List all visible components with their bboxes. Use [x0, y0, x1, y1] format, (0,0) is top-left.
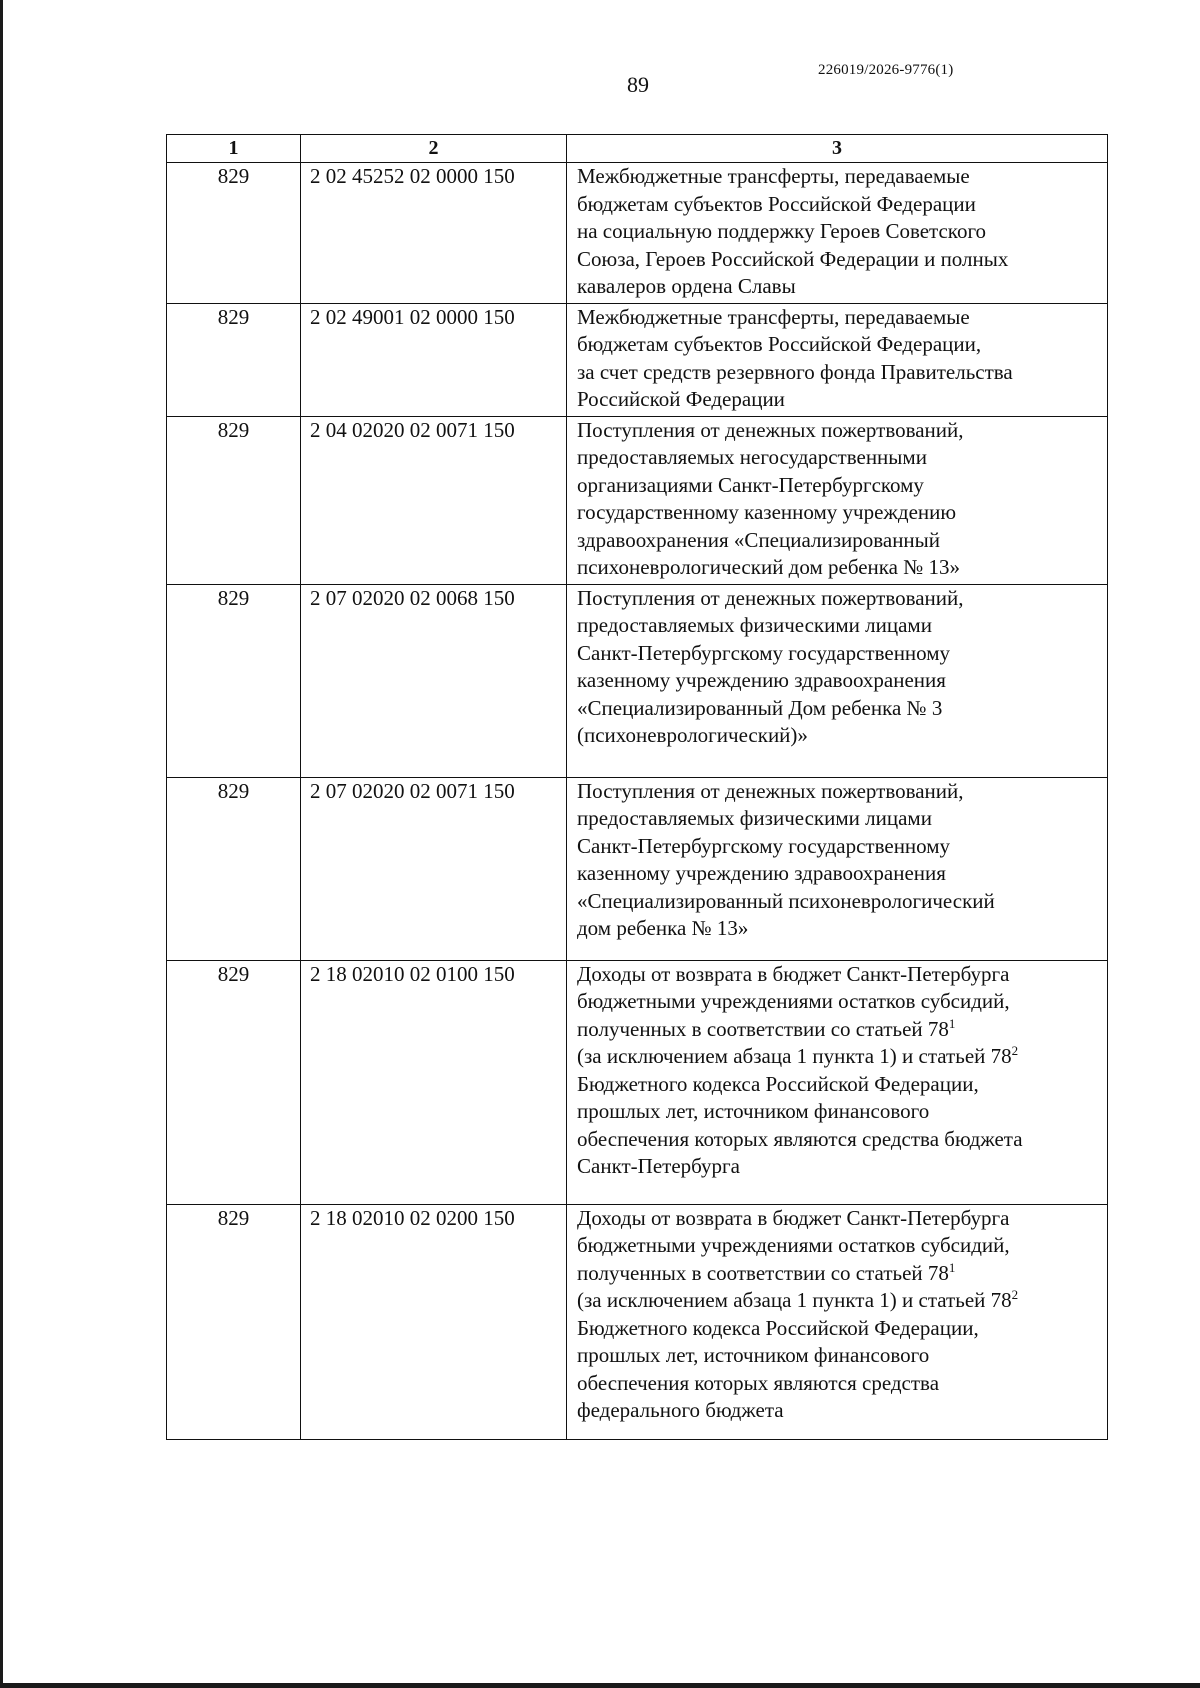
description-line: Бюджетного кодекса Российской Федерации, [577, 1315, 979, 1340]
document-number: 226019/2026-9776(1) [818, 62, 954, 78]
description-line: казенному учреждению здравоохранения [577, 861, 946, 885]
admin-code-cell: 829 [167, 960, 301, 1204]
description-line: «Специализированный психоневрологический [577, 888, 995, 913]
table-row [167, 777, 1108, 960]
description-line: на социальную поддержку Героев Советского [577, 219, 987, 243]
column-header-1: 1 [167, 135, 301, 163]
description-line-text: (за исключением абзаца 1 пункта 1) и статьей 78 [577, 1044, 1012, 1068]
kbk-code-cell: 2 02 45252 02 0000 150 [301, 163, 567, 304]
description-line-text: (за исключением абзаца 1 пункта 1) и статьей 78 [577, 1288, 1012, 1312]
description-line: прошлых лет, источником финансового [577, 1343, 930, 1367]
description-line: государственному казенному учреждению [577, 500, 957, 524]
description-line: обеспечения которых являются средства бюджета [577, 1126, 1023, 1151]
description-line: Доходы от возврата в бюджет Санкт-Петербурга [577, 1205, 1010, 1230]
superscript-footnote: 1 [948, 1015, 956, 1031]
table-row [167, 303, 1108, 416]
table-row [167, 584, 1108, 777]
description-line: Санкт-Петербургскому государственному [577, 640, 951, 665]
superscript-footnote: 2 [1011, 1287, 1019, 1302]
description-line: казенному учреждению здравоохранения [577, 668, 946, 692]
admin-code-cell: 829 [167, 777, 301, 960]
admin-code-cell: 829 [167, 416, 301, 584]
page-number: 89 [627, 72, 649, 97]
description-line [577, 1287, 1101, 1315]
kbk-code-cell: 2 07 02020 02 0071 150 [301, 777, 567, 960]
description-line: психоневрологический дом ребенка № 13» [577, 555, 961, 579]
description-line: Поступления от денежных пожертвований, [577, 778, 964, 803]
superscript-footnote: 1 [948, 1259, 956, 1275]
table-row [167, 1204, 1108, 1439]
description-line: Доходы от возврата в бюджет Санкт-Петербурга [577, 961, 1010, 986]
kbk-code-cell: 2 18 02010 02 0100 150 [301, 960, 567, 1204]
revenue-codes-table [166, 134, 1108, 1440]
description-line: Санкт-Петербурга [577, 1154, 740, 1178]
description-line [577, 1043, 1101, 1071]
kbk-code-cell: 2 07 02020 02 0068 150 [301, 584, 567, 777]
description-line: Бюджетного кодекса Российской Федерации, [577, 1071, 979, 1096]
description-cell [567, 416, 1108, 584]
description-line: Поступления от денежных пожертвований, [577, 585, 964, 610]
description-line: прошлых лет, источником финансового [577, 1099, 930, 1123]
description-line: Межбюджетные трансферты, передаваемые [577, 164, 970, 188]
table-row [167, 416, 1108, 584]
kbk-code-cell: 2 18 02010 02 0200 150 [301, 1204, 567, 1439]
description-line: бюджетными учреждениями остатков субсидий, [577, 989, 1010, 1013]
description-line: Межбюджетные трансферты, передаваемые [577, 304, 970, 329]
description-line-text: полученных в соответствии со статьей 78 [577, 1016, 949, 1041]
description-cell [567, 163, 1108, 304]
table-header-row [167, 135, 1108, 163]
description-line: федерального бюджета [577, 1398, 784, 1422]
description-line: бюджетными учреждениями остатков субсидий, [577, 1233, 1010, 1257]
description-line: Поступления от денежных пожертвований, [577, 417, 964, 442]
description-line: за счет средств резервного фонда Правительства [577, 359, 1013, 384]
admin-code-cell: 829 [167, 303, 301, 416]
description-line: Союза, Героев Российской Федерации и полных [577, 246, 1009, 271]
description-line [577, 1260, 1101, 1288]
kbk-code-cell: 2 02 49001 02 0000 150 [301, 303, 567, 416]
admin-code-cell: 829 [167, 1204, 301, 1439]
description-cell [567, 1204, 1108, 1439]
description-cell [567, 960, 1108, 1204]
description-line: здравоохранения «Специализированный [577, 527, 941, 552]
description-line: «Специализированный Дом ребенка № 3 [577, 695, 943, 720]
description-line: Российской Федерации [577, 387, 785, 411]
description-line: обеспечения которых являются средства [577, 1370, 940, 1395]
kbk-code-cell: 2 04 02020 02 0071 150 [301, 416, 567, 584]
column-header-3: 3 [567, 135, 1108, 163]
description-line: (психоневрологический)» [577, 723, 808, 747]
description-line: кавалеров ордена Славы [577, 274, 796, 298]
description-line: Санкт-Петербургскому государственному [577, 833, 951, 858]
description-line: дом ребенка № 13» [577, 916, 749, 940]
description-line: бюджетам субъектов Российской Федерации [577, 191, 976, 216]
scan-border-bottom [0, 1683, 1200, 1688]
description-line: организациями Санкт-Петербургскому [577, 472, 924, 497]
description-line: предоставляемых физическими лицами [577, 613, 932, 637]
description-line [577, 1016, 1101, 1044]
description-line: бюджетам субъектов Российской Федерации, [577, 332, 982, 356]
admin-code-cell: 829 [167, 584, 301, 777]
table-row [167, 960, 1108, 1204]
column-header-2: 2 [301, 135, 567, 163]
scan-border-left [0, 0, 3, 1688]
description-cell [567, 777, 1108, 960]
description-cell [567, 303, 1108, 416]
admin-code-cell: 829 [167, 163, 301, 304]
description-line: предоставляемых негосударственными [577, 445, 927, 469]
description-line-text: полученных в соответствии со статьей 78 [577, 1260, 949, 1285]
description-line: предоставляемых физическими лицами [577, 806, 932, 830]
superscript-footnote: 2 [1011, 1043, 1019, 1058]
table-row [167, 163, 1108, 304]
description-cell [567, 584, 1108, 777]
